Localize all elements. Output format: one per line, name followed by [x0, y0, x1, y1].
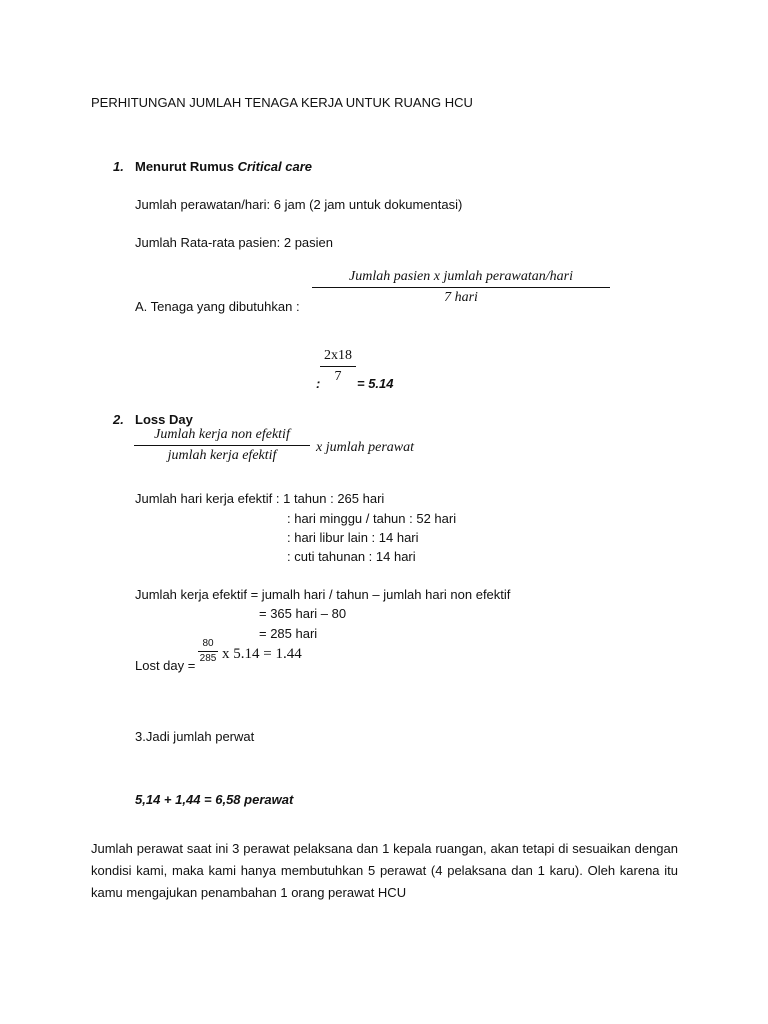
- section1-heading-italic: Critical care: [237, 159, 312, 174]
- section3-result: 5,14 + 1,44 = 6,58 perawat: [135, 792, 294, 807]
- lost-day-denominator: 285: [199, 653, 217, 664]
- workdays-line-1: Jumlah hari kerja efektif : 1 tahun : 265 hari: [135, 491, 385, 506]
- conclusion-paragraph: Jumlah perawat saat ini 3 perawat pelaksana dan 1 kepala ruangan, akan tetapi di sesuaikan dengan kondisi kami, maka kami hanya membutuhkan 5 perawat (4 pelaksana dan 1 karu). Oleh karena itu kamu mengajukan penambahan 1 orang perawat HCU: [91, 841, 678, 900]
- effective-line-1: Jumlah kerja efektif = jumalh hari / tahun – jumlah hari non efektif: [135, 587, 511, 602]
- section2-number: 2.: [113, 412, 124, 427]
- section1-formula: [312, 268, 610, 307]
- fraction-bar: [198, 651, 218, 652]
- section1-number: 1.: [113, 159, 124, 174]
- document-title: PERHITUNGAN JUMLAH TENAGA KERJA UNTUK RUANG HCU: [91, 95, 473, 110]
- fraction-bar: [312, 287, 610, 288]
- section1-formula-numerator: Jumlah pasien x jumlah perawatan/hari: [349, 269, 573, 284]
- section1-calc-denominator: 7: [334, 369, 342, 384]
- section1-line1: Jumlah perawatan/hari: 6 jam (2 jam untuk dokumentasi): [135, 197, 463, 212]
- lost-day-expression: x 5.14 = 1.44: [222, 646, 302, 662]
- section2-formula-numerator: Jumlah kerja non efektif: [154, 427, 290, 442]
- section1-item-a: A. Tenaga yang dibutuhkan :: [135, 299, 300, 314]
- section1-calc-fraction: [320, 347, 356, 386]
- lost-day-numerator: 80: [202, 638, 214, 649]
- section1-calc-numerator: 2x18: [324, 348, 352, 363]
- section1-formula-denominator: 7 hari: [444, 290, 478, 305]
- effective-line-2: = 365 hari – 80: [259, 606, 347, 621]
- workdays-line-4: : cuti tahunan : 14 hari: [287, 549, 416, 564]
- lost-day-fraction: [198, 638, 218, 665]
- fraction-bar: [320, 366, 356, 367]
- section2-formula: [134, 426, 310, 465]
- effective-line-3: = 285 hari: [259, 626, 318, 641]
- section2-formula-suffix: x jumlah perawat: [316, 440, 414, 455]
- section1-calc-prefix: :: [316, 376, 321, 391]
- section2-formula-denominator: jumlah kerja efektif: [167, 448, 277, 463]
- workdays-line-2: : hari minggu / tahun : 52 hari: [287, 511, 457, 526]
- section1-heading: [135, 159, 312, 175]
- section1-calc-result: = 5.14: [357, 376, 394, 391]
- section2-heading: Loss Day: [135, 412, 193, 427]
- fraction-bar: [134, 445, 310, 446]
- section1-line2: Jumlah Rata-rata pasien: 2 pasien: [135, 235, 334, 250]
- section3-heading: 3.Jadi jumlah perwat: [135, 729, 255, 744]
- lost-day-label: Lost day =: [135, 658, 196, 673]
- workdays-line-3: : hari libur lain : 14 hari: [287, 530, 419, 545]
- section1-heading-prefix: Menurut Rumus: [135, 159, 238, 174]
